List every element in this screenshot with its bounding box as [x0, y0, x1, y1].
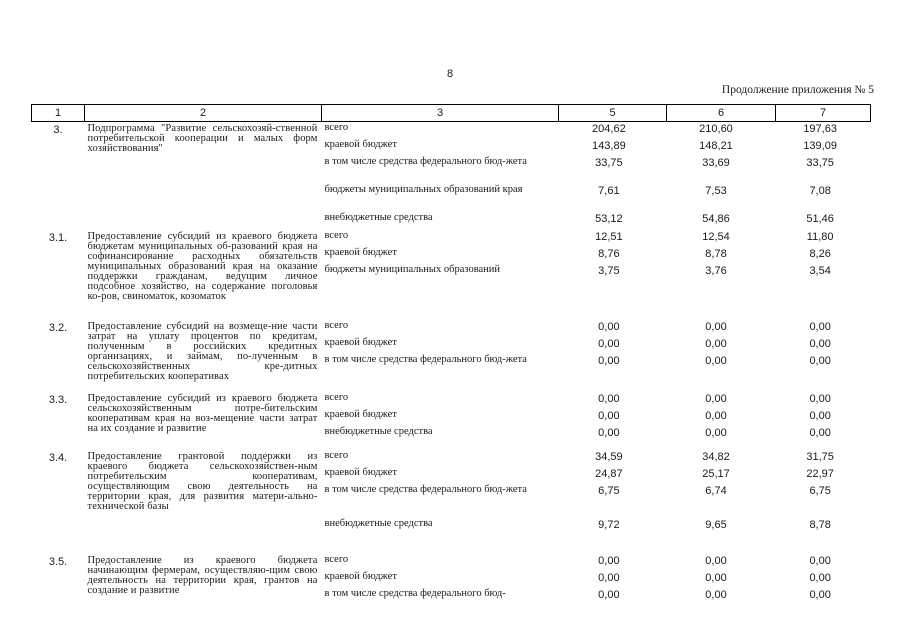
- value-col-6: 0,00: [705, 588, 727, 601]
- value-col-7: 8,26: [809, 247, 831, 260]
- value-col-6: 0,00: [705, 337, 727, 350]
- value-col-5: 0,00: [598, 354, 620, 367]
- funding-breakdown: [322, 320, 871, 392]
- value-col-5: 53,12: [595, 213, 623, 225]
- value-col-5: 204,62: [592, 123, 626, 135]
- value-col-5: 0,00: [598, 554, 620, 567]
- funding-source-label: краевой бюджет: [324, 139, 397, 150]
- funding-source-label: внебюджетные средства: [324, 517, 433, 529]
- funding-breakdown: [322, 450, 871, 554]
- funding-line: [322, 184, 871, 212]
- budget-table: [31, 104, 871, 606]
- value-col-5: 8,76: [598, 247, 620, 260]
- value-col-6: 25,17: [702, 467, 730, 480]
- value-col-6: 7,53: [705, 185, 727, 197]
- funding-line: [322, 247, 871, 264]
- funding-line: [322, 230, 871, 247]
- value-col-5: 0,00: [598, 409, 620, 422]
- funding-source-label: бюджеты муниципальных образований: [324, 263, 501, 275]
- value-col-5: 7,61: [598, 185, 620, 197]
- value-col-7: 0,00: [809, 354, 831, 367]
- table-row: [32, 554, 871, 606]
- funding-source-label: краевой бюджет: [324, 408, 397, 420]
- value-col-6: 0,00: [705, 354, 727, 367]
- header-col-7: 7: [776, 105, 871, 122]
- funding-line: [322, 409, 871, 426]
- funding-breakdown: [322, 554, 871, 606]
- funding-source-label: всего: [324, 449, 349, 461]
- value-col-6: 6,74: [705, 484, 727, 497]
- value-col-6: 148,21: [699, 140, 733, 152]
- row-number: 3.4.: [48, 451, 68, 464]
- value-col-7: 0,00: [809, 409, 831, 422]
- value-col-6: 0,00: [705, 571, 727, 584]
- row-description: Предоставление субсидий из краевого бюджета сельскохозяйственным потре-бительским кооперативам края на воз-мещение части затрат на их создание и развитие: [87, 392, 318, 434]
- funding-source-label: внебюджетные средства: [324, 425, 433, 437]
- funding-line: [322, 320, 871, 337]
- funding-source-label: в том числе средства федерального бюд-: [324, 587, 506, 599]
- row-number: 3.5.: [48, 555, 68, 568]
- value-col-5: 0,00: [598, 337, 620, 350]
- value-col-6: 0,00: [705, 392, 727, 405]
- value-col-7: 0,00: [809, 320, 831, 333]
- row-description: Предоставление грантовой поддержки из краевого бюджета сельскохозяйствен-ным потребительским кооперативам, осуществляющим свою деятельность на территории края, для развития матери-ально-технической базы: [87, 450, 318, 512]
- funding-source-label: внебюджетные средства: [324, 212, 433, 223]
- funding-source-label: краевой бюджет: [324, 246, 397, 258]
- header-col-6: 6: [667, 105, 776, 122]
- value-col-5: 33,75: [595, 157, 623, 169]
- row-number: 3.3.: [48, 393, 68, 406]
- value-col-5: 9,72: [598, 518, 620, 531]
- table-row: [32, 450, 871, 554]
- funding-line: [322, 212, 871, 229]
- funding-line: [322, 426, 871, 443]
- funding-line: [322, 588, 871, 605]
- value-col-5: 24,87: [595, 467, 623, 480]
- funding-line: [322, 554, 871, 571]
- value-col-7: 197,63: [803, 123, 837, 135]
- value-col-7: 6,75: [809, 484, 831, 497]
- row-number: 3.2.: [48, 321, 68, 334]
- funding-source-label: всего: [324, 229, 349, 241]
- value-col-5: 34,59: [595, 450, 623, 463]
- value-col-7: 22,97: [806, 467, 834, 480]
- funding-source-label: в том числе средства федерального бюд-жета: [324, 156, 527, 167]
- funding-source-label: всего: [324, 391, 349, 403]
- funding-source-label: всего: [324, 553, 349, 565]
- value-col-5: 143,89: [592, 140, 626, 152]
- funding-line: [322, 467, 871, 484]
- value-col-6: 0,00: [705, 426, 727, 439]
- table-row: [32, 320, 871, 392]
- funding-line: [322, 264, 871, 281]
- funding-line: [322, 484, 871, 518]
- funding-source-label: в том числе средства федерального бюд-жета: [324, 353, 527, 365]
- funding-line: [322, 518, 871, 535]
- row-description: Предоставление из краевого бюджета начинающим фермерам, осуществляю-щим свою деятельность на территории края, грантов на создание и развитие: [87, 554, 318, 596]
- value-col-6: 33,69: [702, 157, 730, 169]
- funding-line: [322, 392, 871, 409]
- page-number: 8: [447, 68, 454, 80]
- value-col-6: 0,00: [705, 409, 727, 422]
- row-number: 3.1.: [48, 231, 68, 244]
- appendix-continuation-note: Продолжение приложения № 5: [721, 84, 874, 96]
- table-header-row: [32, 105, 871, 122]
- value-col-7: 33,75: [806, 157, 834, 169]
- value-col-7: 8,78: [809, 518, 831, 531]
- funding-line: [322, 571, 871, 588]
- value-col-5: 3,75: [598, 264, 620, 277]
- funding-source-label: краевой бюджет: [324, 466, 397, 478]
- value-col-7: 51,46: [806, 213, 834, 225]
- value-col-6: 8,78: [705, 247, 727, 260]
- value-col-5: 0,00: [598, 571, 620, 584]
- header-col-1: 1: [32, 105, 85, 122]
- header-col-5: 5: [559, 105, 667, 122]
- funding-line: [322, 122, 871, 139]
- row-description: Предоставление субсидий на возмеще-ние части затрат на уплату процентов по кредитам, полученным в российских кредитных организациях, и займам, по-лученным в сельскохозяйственных кре-дитных потребительских кооперативах: [87, 320, 318, 382]
- value-col-7: 0,00: [809, 392, 831, 405]
- row-description: Предоставление субсидий из краевого бюджета бюджетам муниципальных об-разований края на софинансирование расходных обязательств муниципальных образований края на оказание поддержки гражданам, ведущим личное подсобное хозяйство, на содержание поголовья ко-ров, свиноматок, козоматок: [87, 230, 318, 302]
- value-col-5: 0,00: [598, 426, 620, 439]
- row-description: Подпрограмма "Развитие сельскохозяй-ственной потребительской кооперации и малых форм хозяйствования": [87, 123, 318, 154]
- value-col-5: 0,00: [598, 588, 620, 601]
- value-col-6: 54,86: [702, 213, 730, 225]
- value-col-7: 0,00: [809, 554, 831, 567]
- funding-line: [322, 354, 871, 371]
- value-col-6: 34,82: [702, 450, 730, 463]
- table-row: [32, 230, 871, 320]
- value-col-6: 9,65: [705, 518, 727, 531]
- value-col-7: 0,00: [809, 571, 831, 584]
- value-col-5: 12,51: [595, 230, 623, 243]
- value-col-6: 3,76: [705, 264, 727, 277]
- value-col-5: 0,00: [598, 392, 620, 405]
- value-col-6: 0,00: [705, 320, 727, 333]
- table-row: [32, 392, 871, 450]
- funding-breakdown: [322, 230, 871, 320]
- funding-source-label: бюджеты муниципальных образований края: [324, 184, 523, 195]
- table-body: [32, 122, 871, 606]
- value-col-6: 12,54: [702, 230, 730, 243]
- header-col-3: 3: [322, 105, 559, 122]
- funding-breakdown: [322, 122, 871, 230]
- funding-source-label: краевой бюджет: [324, 570, 397, 582]
- funding-source-label: всего: [324, 319, 349, 331]
- funding-line: [322, 450, 871, 467]
- funding-line: [322, 156, 871, 184]
- funding-line: [322, 139, 871, 156]
- funding-source-label: в том числе средства федерального бюд-жета: [324, 483, 527, 495]
- value-col-7: 139,09: [803, 140, 837, 152]
- funding-source-label: краевой бюджет: [324, 336, 397, 348]
- value-col-7: 11,80: [806, 230, 834, 243]
- value-col-5: 0,00: [598, 320, 620, 333]
- row-number: 3.: [53, 124, 63, 136]
- funding-line: [322, 337, 871, 354]
- value-col-6: 210,60: [699, 123, 733, 135]
- value-col-7: 0,00: [809, 426, 831, 439]
- value-col-7: 0,00: [809, 588, 831, 601]
- header-col-2: 2: [85, 105, 322, 122]
- funding-source-label: всего: [324, 122, 349, 133]
- value-col-7: 7,08: [809, 185, 831, 197]
- value-col-6: 0,00: [705, 554, 727, 567]
- value-col-7: 0,00: [809, 337, 831, 350]
- value-col-7: 31,75: [806, 450, 834, 463]
- value-col-5: 6,75: [598, 484, 620, 497]
- table-row: [32, 122, 871, 230]
- value-col-7: 3,54: [809, 264, 831, 277]
- funding-breakdown: [322, 392, 871, 450]
